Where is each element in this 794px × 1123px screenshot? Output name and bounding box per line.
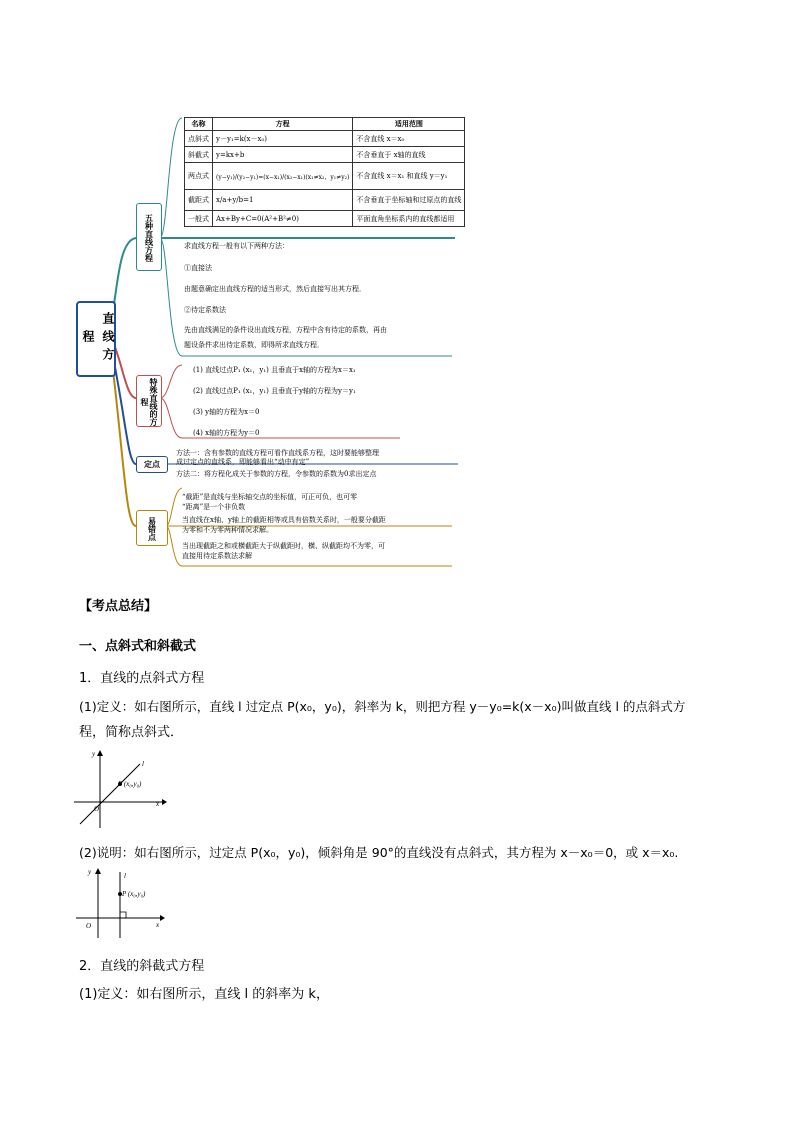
table-row: 两点式 (y−y₁)/(y₂−y₁)=(x−x₁)/(x₂−x₁)(x₁≠x₂，y₁≠y₂) 不含直线 x＝x₁ 和直线 y＝y₁ [185,163,465,190]
fig1-l-label: l [142,760,144,768]
branch-fixed-point: 定点 [136,456,168,473]
mindmap-root [76,301,116,377]
connector-branch-4-sub1 [166,488,182,526]
special-line: (1) 直线过点P₁ (x₁，y₁) 且垂直于x轴的方程为x＝x₁ [193,366,356,374]
fig1-point-label: P (x₀,y₀) [118,780,142,788]
error-line: 直接用待定系数法求解 [182,552,252,560]
table-row: 点斜式 y－y₁=k(x－x₀) 不含直线 x＝x₀ [185,131,465,147]
definition-line: 程，简称点斜式． [79,725,184,740]
fig2-point-label: P (x₀,y₀) [122,890,146,898]
error-line: “截距”是直线与坐标轴交点的坐标值，可正可负，也可零 [182,493,358,501]
root-label: 直线方程 [81,312,115,366]
fixed-line: 方法一：含有参数的直线方程可看作直线系方程，这时要能够整理 [176,449,379,457]
method-line: 由题意确定出直线方程的适当形式，然后直接写出其方程． [184,285,366,293]
line-forms-table [184,117,465,227]
summary-title: 【考点总结】 [79,599,158,614]
connector-branch-1-sub [160,238,452,356]
branch-special-lines: 特殊直线的方程 [136,375,162,427]
table-header: 方程 [213,118,353,131]
connector-branch-4 [112,362,136,526]
fig2-origin-label: O [86,922,92,930]
method-line: 求直线方程一般有以下两种方法： [184,242,289,250]
method-line: ①直接法 [184,264,212,272]
connector-branch-1-top [160,118,182,238]
method-line: ②待定系数法 [184,306,226,314]
subsection-title: 2．直线的斜截式方程 [79,959,205,974]
error-line: “距离”是一个非负数 [182,503,246,511]
table-row: 斜截式 y=kx+b 不含垂直于 x轴的直线 [185,147,465,163]
special-line: (4) x轴的方程为y＝0 [193,429,260,437]
error-line: 为零和不为零两种情况求解。 [182,526,273,534]
branch-errors: 易错点 [136,510,168,546]
fig1-x-label: x [156,800,160,808]
note-line: (2)说明：如右图所示，过定点 P(x₀，y₀)，倾斜角是 90°的直线没有点斜式，其方程为 x－x₀＝0，或 x＝x₀. [79,845,679,860]
fig2-y-label: y [88,868,92,876]
table-header: 名称 [185,118,213,131]
definition-line: (1)定义：如右图所示，直线 l 过定点 P(x₀，y₀)，斜率为 k，则把方程 y－y₀=k(x－x₀)叫做直线 l 的点斜式方 [79,699,686,714]
fixed-line: 方法二：将方程化成关于参数的方程，令参数的系数为0求出定点 [176,470,377,478]
connector-branch-2-sub-top [160,365,182,398]
definition-line: (1)定义：如右图所示，直线 l 的斜率为 k， [79,987,329,1002]
subsection-title: 1．直线的点斜式方程 [79,671,205,686]
special-line: (2) 直线过点P₁ (x₁，y₁) 且垂直于y轴的方程为y＝y₁ [193,387,356,395]
table-header-row [185,118,465,131]
table-row: 截距式 x/a+y/b=1 不含垂直于坐标轴和过原点的直线 [185,190,465,211]
table-row: 一般式 Ax+By+C=0(A²+B²≠0) 平面直角坐标系内的直线都适用 [185,211,465,227]
special-line: (3) y轴的方程为x＝0 [193,408,260,416]
method-line: 先由直线满足的条件设出直线方程，方程中含有待定的系数，再由 [184,326,387,334]
error-line: 当出现截距之和或横截距大于纵截距时，横、纵截距均不为零，可 [182,542,385,550]
fig1-origin-label: O [94,805,100,813]
fixed-line: 成过定点的直线系，即能够看出“动中有定” [176,458,310,466]
figure-point-slope [70,750,170,830]
fig2-l-label: l [124,872,126,880]
method-line: 题设条件求出待定系数，即得所求直线方程． [184,341,324,349]
fig2-x-label: x [156,921,160,929]
section-title: 一、点斜式和斜截式 [79,639,197,654]
branch-five-forms: 五种直线方程 [136,203,162,271]
table-header: 适用范围 [353,118,465,131]
error-line: 当直线在x轴、y轴上的截距相等或具有倍数关系时，一般要分截距 [182,516,386,524]
fig1-y-label: y [92,750,96,758]
